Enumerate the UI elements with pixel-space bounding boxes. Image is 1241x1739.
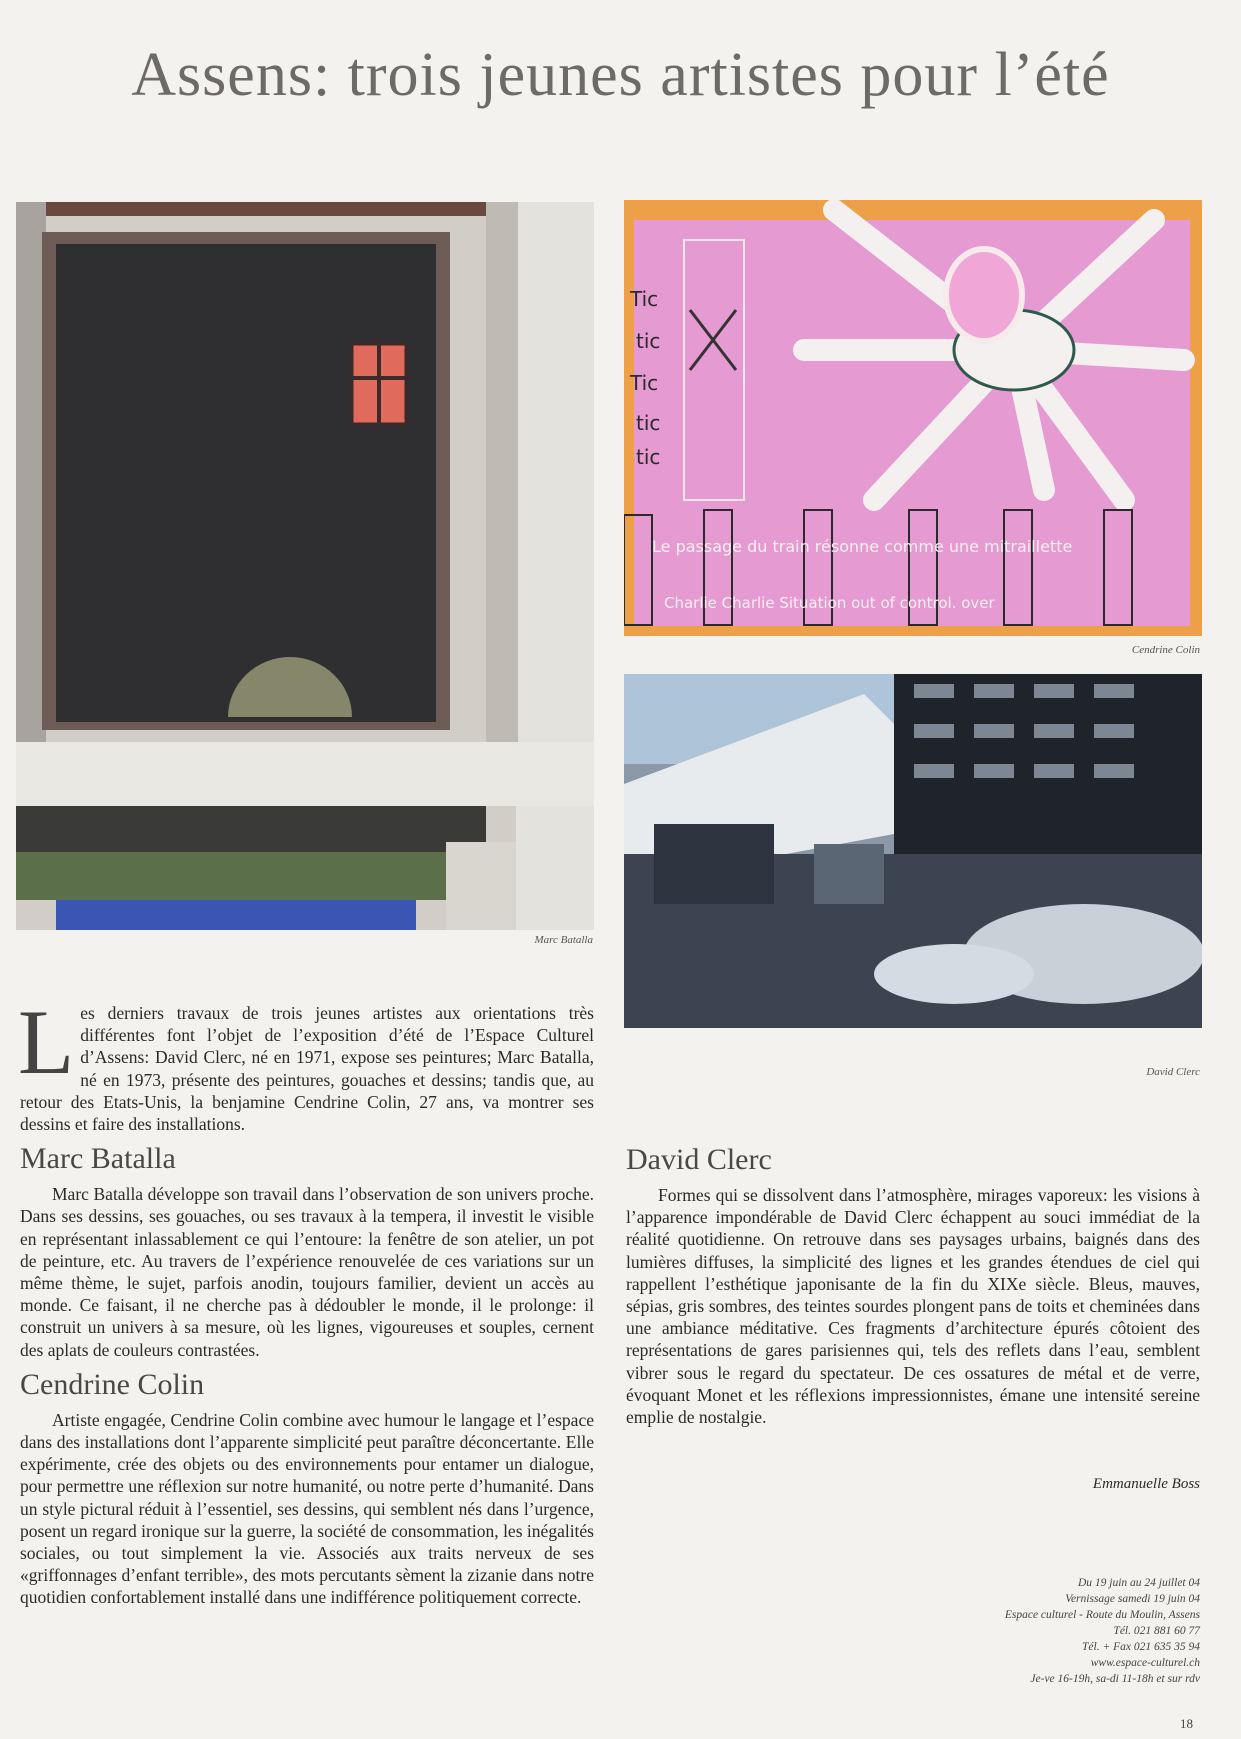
intro-paragraph [18, 991, 594, 1135]
caption-david-clerc: David Clerc [1146, 1066, 1200, 1078]
tic-text-3: Tic [630, 371, 659, 395]
painting-caption-line-1: Le passage du train résonne comme une mitraillette [652, 537, 1073, 556]
intro-text: es derniers travaux de trois jeunes artistes aux orientations très différentes font l’objet de l’exposition d’été de l’Espace Culturel d’Assens: David Clerc, né en 1971, expose ses peintures; Marc Batalla, né en 1973, présente des peintures, gouaches et dessins; tandis que, au retour des Etats-Unis, la benjamine Cendrine Colin, 27 ans, va montrer ses dessins et faire des installations. [20, 1003, 594, 1135]
caption-marc-batalla: Marc Batalla [534, 934, 593, 946]
info-website: www.espace-culturel.ch [1090, 1657, 1200, 1669]
body-marc-batalla: Marc Batalla développe son travail dans l’observation de son univers proche. Dans ses dessins, ses gouaches, ou ses travaux à la tempera, il investit le visible en représentant inlassablement ce qui l’entoure: la fenêtre de son atelier, un pot de peinture, etc. Au travers de l’expérience renouvelée de ces variations sur un même thème, le sujet, parfois anodin, toujours familier, devient un accès au monde. Ce faisant, il ne cherche pas à dédoubler le monde, il le prolonge: il construit un univers à sa mesure, où les lignes, vigoureuses et souples, cernent des aplats de couleurs contrastées. [20, 1184, 594, 1360]
dropcap: L [18, 991, 75, 1093]
cityscape-painting-image [624, 674, 1202, 1028]
painting-marc-batalla [16, 202, 594, 930]
exhibition-info [880, 1575, 1200, 1687]
tic-text-4: tic [636, 411, 661, 435]
article-right-column [626, 1136, 1200, 1428]
article-title: Assens: trois jeunes artistes pour l’été [131, 41, 1110, 109]
heading-david-clerc: David Clerc [626, 1143, 772, 1176]
info-fax: Tél. + Fax 021 635 35 94 [1082, 1641, 1200, 1653]
tic-text-2: tic [636, 329, 661, 353]
article-left-column [18, 991, 594, 1609]
info-vernissage: Vernissage samedi 19 juin 04 [1065, 1593, 1200, 1605]
info-phone: Tél. 021 881 60 77 [1113, 1625, 1200, 1637]
painting-cendrine-colin [624, 200, 1202, 636]
painting-caption-line-2: Charlie Charlie Situation out of control. over [664, 594, 995, 612]
body-cendrine-colin: Artiste engagée, Cendrine Colin combine avec humour le langage et l’espace dans des installations dont l’apparente simplicité peut paraître déconcertante. Elle expérimente, crée des objets ou des environnements pour entamer un dialogue, pour permettre une réflexion sur notre humanité, ou notre perte d’humanité. Dans un style pictural réduit à l’essentiel, ses dessins, qui semblent nés dans l’urgence, posent un regard ironique sur la guerre, la société de consommation, les inégalités sociales, ou tout simplement la vie. Associés aux traits nerveux de ses «griffonnages d’enfant terrible», des mots percutants sèment la zizanie dans notre quotidien confortablement installé dans une indifférence politiquement correcte. [20, 1409, 594, 1608]
tic-text-5: tic [636, 445, 661, 469]
heading-marc-batalla: Marc Batalla [20, 1142, 176, 1176]
author-signature: Emmanuelle Boss [1092, 1476, 1200, 1492]
caption-cendrine-colin: Cendrine Colin [1131, 644, 1200, 656]
info-hours: Je-ve 16-19h, sa-di 11-18h et sur rdv [1030, 1673, 1200, 1685]
page-number: 18 [1180, 1716, 1193, 1731]
body-david-clerc: Formes qui se dissolvent dans l’atmosphère, mirages vaporeux: les visions à l’apparence impondérable de David Clerc échappent au souci immédiat de la réalité quotidienne. On retrouve dans ses paysages urbains, baignés dans des lumières diffuses, la simplicité des lignes et les grandes étendues de ciel qui rappellent l’esthétique japonisante de la fin du XIXe siècle. Bleus, mauves, sépias, gris sombres, des teintes sourdes plongent pans de toits et cheminées dans une ambiance méditative. Ces fragments d’architecture épurés côtoient des représentations de gares parisiennes qui, tels des reflets dans l’eau, semblent vibrer sous le regard du spectateur. De ces ossatures de métal et de verre, évoquant Monet et les réflexions impressionnistes, émane une intensité sereine emplie de nostalgie. [626, 1185, 1200, 1428]
spider-girl-drawing-image [624, 200, 1202, 636]
info-dates: Du 19 juin au 24 juillet 04 [1077, 1577, 1200, 1589]
tic-text-1: Tic [630, 287, 659, 311]
heading-cendrine-colin: Cendrine Colin [20, 1367, 205, 1401]
info-address: Espace culturel - Route du Moulin, Assens [1004, 1609, 1200, 1621]
window-painting-image [16, 202, 594, 930]
painting-david-clerc [624, 674, 1202, 1028]
